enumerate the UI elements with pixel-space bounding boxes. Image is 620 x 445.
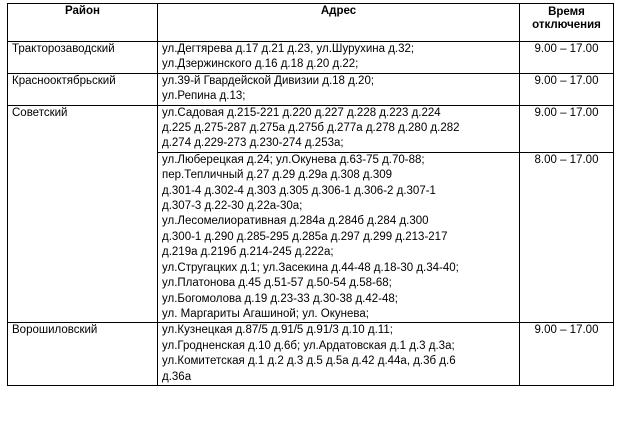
- district-cell: Краснооктябрьский: [8, 73, 158, 105]
- header-district: Район: [8, 4, 158, 42]
- address-line: ул.Стругацких д.1; ул.Засекина д.44-48 д.18-30 д.34-40;: [162, 261, 459, 274]
- address-cell: [158, 42, 520, 74]
- address-line: ул.Садовая д.215-221 д.220 д.227 д.228 д.223 д.224: [162, 106, 441, 119]
- address-cell: [158, 105, 520, 152]
- table-row: [8, 323, 614, 386]
- time-cell: 9.00 – 17.00: [520, 42, 614, 74]
- address-cell: [158, 152, 520, 322]
- address-line: ул.Лесомелиоративная д.284а д.284б д.284 д.300: [162, 215, 429, 228]
- address-line: ул.Платонова д.45 д.51-57 д.50-54 д.58-68;: [162, 277, 392, 290]
- address-line: ул.Богомолова д.19 д.23-33 д.30-38 д.42-48;: [162, 292, 398, 305]
- district-cell: Тракторозаводский: [8, 42, 158, 74]
- address-line: д.274 д.229-273 д.230-274 д.253а;: [162, 137, 344, 150]
- time-cell: 9.00 – 17.00: [520, 73, 614, 105]
- district-cell: Ворошиловский: [8, 323, 158, 386]
- address-line: ул.Люберецкая д.24; ул.Окунева д.63-75 д.70-88;: [162, 153, 425, 166]
- time-cell: 9.00 – 17.00: [520, 323, 614, 386]
- header-time-line2: отключения: [532, 19, 601, 31]
- address-cell: [158, 323, 520, 386]
- time-cell: 8.00 – 17.00: [520, 152, 614, 322]
- address-line: ул.Репина д.13;: [162, 90, 246, 103]
- address-line: ул.39-й Гвардейской Дивизии д.18 д.20;: [162, 74, 375, 87]
- address-line: д.307-3 д.22-30 д.22а-30а;: [162, 200, 303, 213]
- address-cell: [158, 73, 520, 105]
- time-cell: 9.00 – 17.00: [520, 105, 614, 152]
- header-row: [8, 4, 614, 42]
- address-line: ул.Дегтярева д.17 д.21 д.23, ул.Шурухина д.32;: [162, 43, 415, 55]
- address-line: ул.Гродненская д.10 д.6б; ул.Ардатовская д.1 д.3 д.3а;: [162, 339, 455, 352]
- header-time-line1: Время: [548, 6, 585, 18]
- header-address: Адрес: [158, 4, 520, 42]
- table-row: [8, 105, 614, 152]
- outage-table: [7, 3, 614, 386]
- address-line: ул. Маргариты Агашиной; ул. Окунева;: [162, 307, 369, 320]
- address-line: ул.Дзержинского д.16 д.18 д.20 д.22;: [162, 58, 359, 71]
- address-line: ул.Комитетская д.1 д.2 д.3 д.5 д.5а д.42 д.44а, д.3б д.6: [162, 355, 456, 368]
- address-line: пер.Тепличный д.27 д.29 д.29а д.308 д.309: [162, 169, 393, 182]
- header-time: [520, 4, 614, 42]
- address-line: д.225 д.275-287 д.275а д.275б д.277а д.278 д.280 д.282: [162, 122, 460, 135]
- address-line: ул.Кузнецкая д.87/5 д.91/5 д.91/3 д.10 д.11;: [162, 324, 393, 337]
- table-row: [8, 73, 614, 105]
- district-cell: Советский: [8, 105, 158, 323]
- address-line: д.36а: [162, 370, 192, 383]
- address-line: д.301-4 д.302-4 д.303 д.305 д.306-1 д.306-2 д.307-1: [162, 184, 436, 197]
- address-line: д.219а д.219б д.214-245 д.222а;: [162, 246, 334, 259]
- table-row: [8, 42, 614, 74]
- address-line: д.300-1 д.290 д.285-295 д.285а д.297 д.299 д.213-217: [162, 230, 448, 243]
